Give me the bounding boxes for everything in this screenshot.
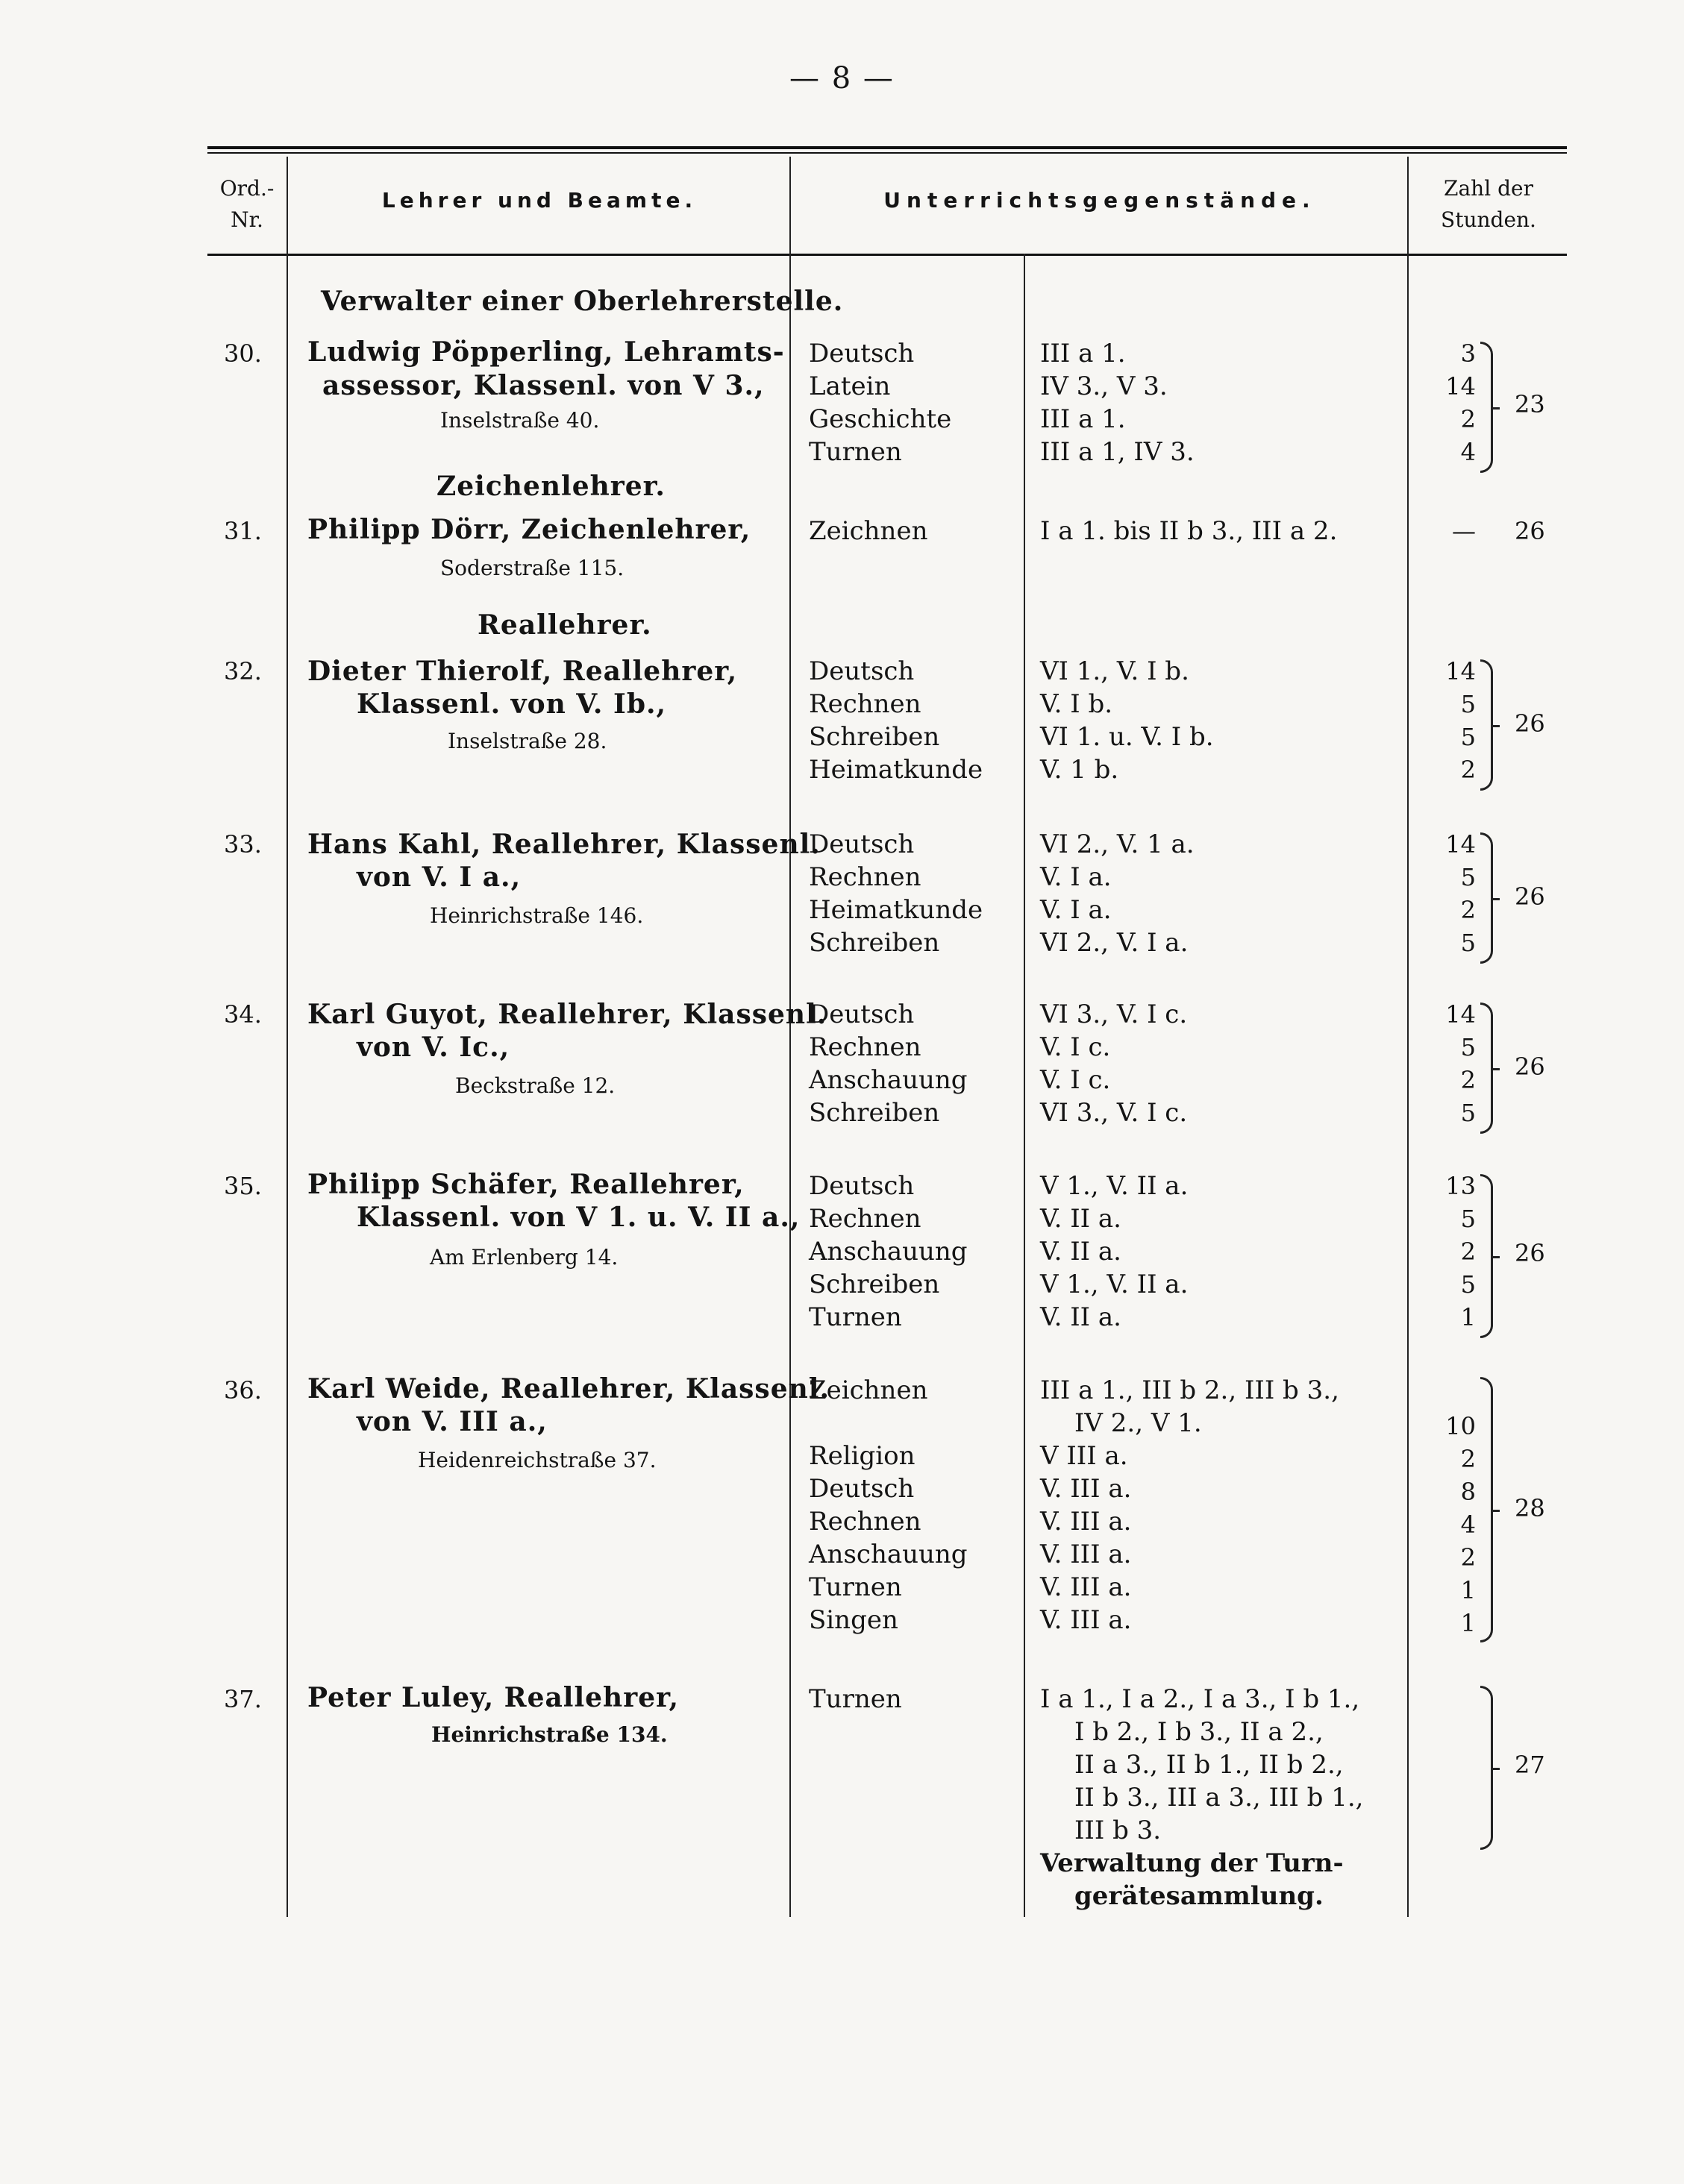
top-rule-thick: [207, 146, 1567, 149]
entry-31-nr: 31.: [224, 517, 262, 545]
section-heading-reallehrer: Reallehrer.: [478, 609, 652, 641]
entry-33-address: Heinrichstraße 146.: [430, 903, 644, 928]
entry-32-class-2: V. I b.: [1040, 689, 1113, 719]
entry-32-nr: 32.: [224, 657, 262, 685]
entry-30-address: Inselstraße 40.: [440, 408, 600, 433]
entry-32-subject-2: Rechnen: [809, 689, 921, 719]
column-rule-ord: [287, 157, 288, 1917]
header-subjects: Unterrichtsgegenstände.: [883, 188, 1316, 213]
entry-31-address: Soderstraße 115.: [440, 556, 625, 580]
entry-33-nr: 33.: [224, 830, 262, 859]
entry-36-class-1: III a 1., III b 2., III b 3.,: [1040, 1375, 1339, 1405]
entry-36-class-7: V. III a.: [1040, 1572, 1132, 1602]
header-ord: [207, 173, 287, 236]
entry-37-class-6: Verwaltung der Turn-: [1040, 1848, 1344, 1878]
entry-37-name-line1: Peter Luley, Reallehrer,: [307, 1682, 679, 1713]
entry-32-hours-4: 2: [1460, 756, 1476, 784]
entry-34-subject-1: Deutsch: [809, 1000, 915, 1029]
entry-35-hours-2: 5: [1460, 1205, 1476, 1233]
entry-36-hours-6: 2: [1460, 1543, 1476, 1572]
entry-35-nr: 35.: [224, 1172, 262, 1200]
entry-32-name-line1: Dieter Thierolf, Reallehrer,: [307, 656, 738, 687]
entry-30-hours-4: 4: [1460, 438, 1476, 466]
section-heading-zeichenlehrer: Zeichenlehrer.: [436, 471, 666, 502]
entry-34-hours-3: 2: [1460, 1066, 1476, 1094]
entry-36-class-2: IV 2., V 1.: [1074, 1408, 1202, 1438]
entry-33-class-2: V. I a.: [1040, 862, 1112, 892]
entry-36-subject-1: Zeichnen: [809, 1375, 928, 1405]
entry-31-subject-1: Zeichnen: [809, 516, 928, 546]
entry-36-subject-6: Anschauung: [809, 1540, 968, 1569]
entry-30-nr: 30.: [224, 339, 262, 368]
entry-34-hours-4: 5: [1460, 1099, 1476, 1127]
entry-36-hours-4: 8: [1460, 1478, 1476, 1506]
entry-35-address: Am Erlenberg 14.: [430, 1245, 619, 1270]
entry-35-class-2: V. II a.: [1040, 1204, 1121, 1234]
entry-33-subject-1: Deutsch: [809, 829, 915, 859]
entry-34-subject-2: Rechnen: [809, 1032, 921, 1062]
entry-36-subject-5: Rechnen: [809, 1507, 921, 1537]
header-hours: [1410, 173, 1567, 236]
entry-37-class-7: gerätesammlung.: [1074, 1881, 1324, 1911]
entry-36-class-6: V. III a.: [1040, 1540, 1132, 1569]
column-rule-teacher: [789, 157, 791, 1917]
entry-36-class-8: V. III a.: [1040, 1605, 1132, 1635]
entry-35-name-line2: Klassenl. von V 1. u. V. II a.,: [357, 1202, 801, 1233]
entry-37-class-4: II b 3., III a 3., III b 1.,: [1074, 1783, 1364, 1813]
entry-36-subject-7: Turnen: [809, 1572, 902, 1602]
entry-36-address: Heidenreichstraße 37.: [418, 1448, 657, 1472]
entry-30-subject-4: Turnen: [809, 437, 902, 467]
entry-34-hours-2: 5: [1460, 1033, 1476, 1061]
entry-36-subject-4: Deutsch: [809, 1474, 915, 1504]
header-hours-line1: Zahl der: [1444, 176, 1533, 201]
entry-32-total: 26: [1515, 709, 1545, 738]
entry-34-address: Beckstraße 12.: [455, 1073, 616, 1098]
entry-33-name-line1: Hans Kahl, Reallehrer, Klassenl.: [307, 829, 821, 860]
entry-35-subject-1: Deutsch: [809, 1171, 915, 1201]
entry-32-hours-3: 5: [1460, 723, 1476, 751]
entry-31-name-line1: Philipp Dörr, Zeichenlehrer,: [307, 514, 751, 545]
entry-33-total: 26: [1515, 882, 1545, 911]
entry-33-hours-1: 14: [1445, 830, 1476, 859]
entry-33-name-line2: von V. I a.,: [357, 862, 522, 893]
entry-34-total: 26: [1515, 1052, 1545, 1081]
entry-36-class-3: V III a.: [1040, 1441, 1128, 1471]
entry-35-hours-4: 5: [1460, 1270, 1476, 1299]
entry-33-class-4: VI 2., V. I a.: [1040, 928, 1189, 958]
page-number: — 8 —: [789, 61, 895, 95]
entry-35-brace: [1480, 1174, 1493, 1338]
entry-32-class-4: V. 1 b.: [1040, 755, 1119, 785]
entry-37-brace: [1480, 1686, 1493, 1850]
entry-35-subject-4: Schreiben: [809, 1270, 940, 1299]
entry-32-brace: [1480, 659, 1493, 791]
entry-33-subject-2: Rechnen: [809, 862, 921, 892]
entry-36-hours-2: 10: [1445, 1412, 1476, 1440]
entry-34-nr: 34.: [224, 1000, 262, 1029]
header-ord-line2: Nr.: [231, 207, 263, 232]
entry-30-subject-3: Geschichte: [809, 404, 952, 434]
entry-36-hours-3: 2: [1460, 1445, 1476, 1473]
entry-35-subject-5: Turnen: [809, 1302, 902, 1332]
entry-32-class-3: VI 1. u. V. I b.: [1040, 722, 1214, 752]
entry-33-hours-4: 5: [1460, 929, 1476, 957]
entry-33-hours-2: 5: [1460, 863, 1476, 891]
entry-34-hours-1: 14: [1445, 1000, 1476, 1029]
entry-31-class-1: I a 1. bis II b 3., III a 2.: [1040, 516, 1338, 546]
entry-37-class-2: I b 2., I b 3., II a 2.,: [1074, 1717, 1324, 1747]
entry-35-total: 26: [1515, 1239, 1545, 1267]
entry-33-brace: [1480, 832, 1493, 964]
entry-34-subject-4: Schreiben: [809, 1098, 940, 1128]
entry-36-total: 28: [1515, 1494, 1545, 1522]
column-rule-classes: [1024, 254, 1025, 1917]
entry-33-class-3: V. I a.: [1040, 895, 1112, 925]
entry-35-name-line1: Philipp Schäfer, Reallehrer,: [307, 1169, 745, 1200]
entry-37-nr: 37.: [224, 1685, 262, 1713]
entry-30-brace: [1480, 342, 1493, 473]
entry-32-hours-2: 5: [1460, 690, 1476, 718]
entry-36-subject-3: Religion: [809, 1441, 915, 1471]
column-rule-subjects: [1407, 157, 1409, 1917]
entry-34-class-2: V. I c.: [1040, 1032, 1111, 1062]
entry-36-nr: 36.: [224, 1376, 262, 1405]
entry-35-hours-1: 13: [1445, 1172, 1476, 1200]
entry-30-class-4: III a 1, IV 3.: [1040, 437, 1195, 467]
section-heading-oberlehrer: Verwalter einer Oberlehrerstelle.: [321, 286, 844, 317]
entry-32-address: Inselstraße 28.: [448, 729, 607, 753]
entry-31-hours-1: —: [1452, 517, 1476, 545]
entry-34-brace: [1480, 1002, 1493, 1134]
entry-30-hours-1: 3: [1460, 339, 1476, 368]
entry-34-class-3: V. I c.: [1040, 1065, 1111, 1095]
entry-32-subject-4: Heimatkunde: [809, 755, 983, 785]
entry-37-address: Heinrichstraße 134.: [431, 1722, 668, 1747]
entry-35-class-5: V. II a.: [1040, 1302, 1121, 1332]
header-teacher: Lehrer und Beamte.: [381, 188, 698, 213]
entry-35-hours-5: 1: [1460, 1303, 1476, 1331]
top-rule-thin: [207, 152, 1567, 154]
entry-30-class-3: III a 1.: [1040, 404, 1126, 434]
entry-37-class-3: II a 3., II b 1., II b 2.,: [1074, 1750, 1344, 1780]
entry-30-class-1: III a 1.: [1040, 339, 1126, 368]
entry-32-subject-3: Schreiben: [809, 722, 940, 752]
entry-35-subject-2: Rechnen: [809, 1204, 921, 1234]
header-hours-line2: Stunden.: [1441, 207, 1536, 232]
entry-35-class-3: V. II a.: [1040, 1237, 1121, 1267]
entry-35-hours-3: 2: [1460, 1237, 1476, 1266]
entry-36-class-5: V. III a.: [1040, 1507, 1132, 1537]
entry-36-name-line1: Karl Weide, Reallehrer, Klassenl.: [307, 1373, 830, 1405]
header-rule: [207, 254, 1567, 256]
entry-30-name-line1: Ludwig Pöpperling, Lehramts-: [307, 336, 785, 368]
entry-36-hours-8: 1: [1460, 1609, 1476, 1637]
entry-37-subject-1: Turnen: [809, 1684, 902, 1714]
entry-36-brace: [1480, 1377, 1493, 1642]
entry-34-name-line2: von V. Ic.,: [357, 1032, 510, 1063]
entry-30-hours-2: 14: [1445, 372, 1476, 401]
entry-33-hours-3: 2: [1460, 896, 1476, 924]
entry-30-hours-3: 2: [1460, 405, 1476, 433]
entry-34-class-4: VI 3., V. I c.: [1040, 1098, 1188, 1128]
entry-30-name-line2: assessor, Klassenl. von V 3.,: [322, 370, 765, 401]
entry-30-total: 23: [1515, 390, 1545, 418]
entry-37-total: 27: [1515, 1751, 1545, 1779]
entry-36-name-line2: von V. III a.,: [357, 1406, 548, 1437]
entry-36-subject-8: Singen: [809, 1605, 898, 1635]
entry-30-subject-1: Deutsch: [809, 339, 915, 368]
entry-34-subject-3: Anschauung: [809, 1065, 968, 1095]
entry-36-hours-7: 1: [1460, 1576, 1476, 1604]
entry-30-subject-2: Latein: [809, 371, 891, 401]
entry-33-subject-3: Heimatkunde: [809, 895, 983, 925]
entry-34-name-line1: Karl Guyot, Reallehrer, Klassenl.: [307, 999, 827, 1030]
entry-32-class-1: VI 1., V. I b.: [1040, 656, 1189, 686]
entry-33-subject-4: Schreiben: [809, 928, 940, 958]
entry-36-class-4: V. III a.: [1040, 1474, 1132, 1504]
entry-32-name-line2: Klassenl. von V. Ib.,: [357, 688, 667, 720]
entry-35-class-4: V 1., V. II a.: [1040, 1270, 1189, 1299]
entry-34-class-1: VI 3., V. I c.: [1040, 1000, 1188, 1029]
entry-35-subject-3: Anschauung: [809, 1237, 968, 1267]
entry-32-subject-1: Deutsch: [809, 656, 915, 686]
entry-37-class-5: III b 3.: [1074, 1816, 1162, 1845]
entry-30-class-2: IV 3., V 3.: [1040, 371, 1168, 401]
entry-35-class-1: V 1., V. II a.: [1040, 1171, 1189, 1201]
entry-31-total: 26: [1515, 517, 1545, 545]
entry-33-class-1: VI 2., V. 1 a.: [1040, 829, 1195, 859]
entry-32-hours-1: 14: [1445, 657, 1476, 685]
header-ord-line1: Ord.-: [219, 176, 275, 201]
entry-37-class-1: I a 1., I a 2., I a 3., I b 1.,: [1040, 1684, 1360, 1714]
entry-36-hours-5: 4: [1460, 1510, 1476, 1539]
